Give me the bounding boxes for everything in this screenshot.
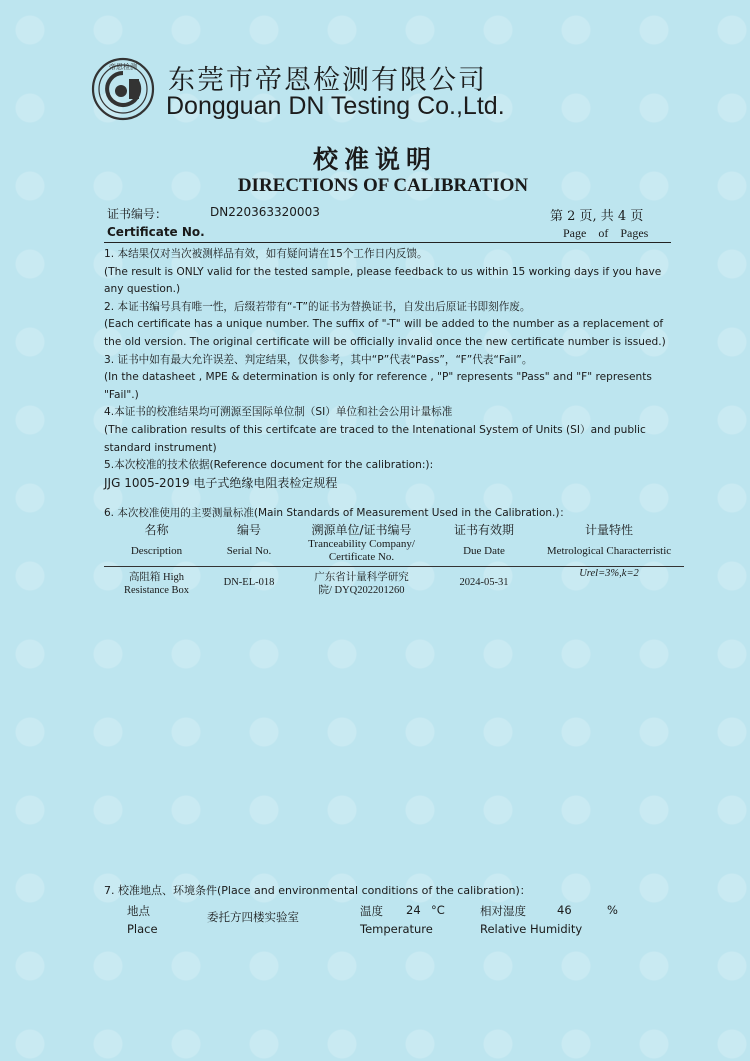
col-serial-en: Serial No.	[226, 545, 272, 557]
note-5-reference: JJG 1005-2019 电子式绝缘电阻表检定规程	[104, 475, 338, 490]
col-characteristic-cn: 计量特性	[584, 523, 633, 537]
certificate-label-cn: 证书编号：	[107, 207, 168, 221]
company-logo-icon	[91, 57, 155, 121]
document-title-cn: 校准说明	[312, 145, 437, 174]
col-due-date-en: Due Date	[463, 545, 505, 557]
row-description: 高阻箱 High Resistance Box	[123, 572, 190, 596]
page-number-cn: 第 2 页, 共 4 页	[550, 209, 644, 224]
row-characteristic: Urel=3%,k=2	[579, 568, 639, 579]
col-characteristic-en: Metrological Characterristic	[546, 545, 672, 557]
col-description-en: Description	[130, 545, 183, 557]
col-description-cn: 名称	[144, 523, 169, 537]
certificate-label-en: Certificate No.	[107, 225, 205, 239]
document-title-en: DIRECTIONS OF CALIBRATION	[237, 175, 529, 196]
row-serial: DN-EL-018	[223, 577, 275, 588]
note-5-cn: 5.本次校准的技术依据(Reference document for the calibration:):	[104, 459, 434, 472]
col-serial-cn: 编号	[236, 523, 261, 537]
note-1-cn: 1. 本结果仅对当次被测样品有效，如有疑问请在15个工作日内反馈。	[104, 248, 428, 260]
note-3-cn: 3. 证书中如有最大允许误差、判定结果，仅供参考，其中“P”代表“Pass”，“F”代表“Fail”。	[104, 353, 533, 366]
temperature-label-en: Temperature	[360, 922, 433, 936]
temperature-value: 24	[406, 903, 421, 917]
temperature-label-cn: 温度	[360, 904, 383, 918]
notes-list	[104, 246, 670, 492]
note-2-en: (Each certificate has a unique number. The suffix of "-T" will be added to the number as a replacement of the old version. The original certificate will be officially invalid once the new certificate number is issued.)	[104, 318, 666, 348]
col-traceability-cn: 溯源单位/证书编号	[311, 523, 412, 537]
standards-table	[104, 522, 684, 597]
row-traceability: 广东省计量科学研究院/ DYQ202201260	[314, 572, 409, 596]
col-due-date-cn: 证书有效期	[453, 523, 514, 537]
header-divider	[104, 242, 671, 243]
temperature-unit: °C	[431, 903, 445, 917]
note-4-en: (The calibration results of this certifcate are traced to the Intenational System of Units (SI）and public standard instrument)	[104, 423, 646, 454]
standards-header-row	[104, 522, 684, 567]
place-value: 委托方四楼实验室	[207, 910, 299, 924]
page-number-en: Page of Pages	[563, 226, 649, 240]
certificate-number: DN220363320003	[210, 205, 320, 219]
environment-heading: 7. 校准地点、环境条件(Place and environmental conditions of the calibration)：	[104, 884, 531, 897]
humidity-value: 46	[557, 903, 572, 917]
note-1-en: (The result is ONLY valid for the tested sample, please feedback to us within 15 working days if you have any question.)	[104, 265, 662, 296]
humidity-label-en: Relative Humidity	[480, 922, 583, 936]
row-due-date: 2024-05-31	[459, 577, 509, 588]
note-4-cn: 4.本证书的校准结果均可溯源至国际单位制（SI）单位和社会公用计量标准	[104, 406, 453, 419]
table-row	[104, 567, 684, 598]
svg-text:帝恩检测: 帝恩检测	[109, 63, 137, 71]
standards-heading: 6. 本次校准使用的主要测量标准(Main Standards of Measurement Used in the Calibration.)：	[104, 507, 570, 519]
col-traceability-en: Tranceability Company/ Certificate No.	[308, 538, 415, 563]
humidity-unit: %	[607, 903, 618, 917]
company-name-en: Dongguan DN Testing Co.,Ltd.	[166, 92, 505, 120]
place-label-en: Place	[127, 922, 158, 936]
note-2-cn: 2. 本证书编号具有唯一性，后缀若带有“-T”的证书为替换证书，自发出后原证书即刻作废。	[104, 300, 531, 313]
humidity-label-cn: 相对湿度	[480, 904, 526, 918]
place-label-cn: 地点	[127, 904, 150, 918]
company-name-cn: 东莞市帝恩检测有限公司	[168, 65, 487, 96]
note-3-en: (In the datasheet , MPE & determination is only for reference , "P" represents "Pass" and "F" represents "Fail".)	[104, 371, 652, 401]
